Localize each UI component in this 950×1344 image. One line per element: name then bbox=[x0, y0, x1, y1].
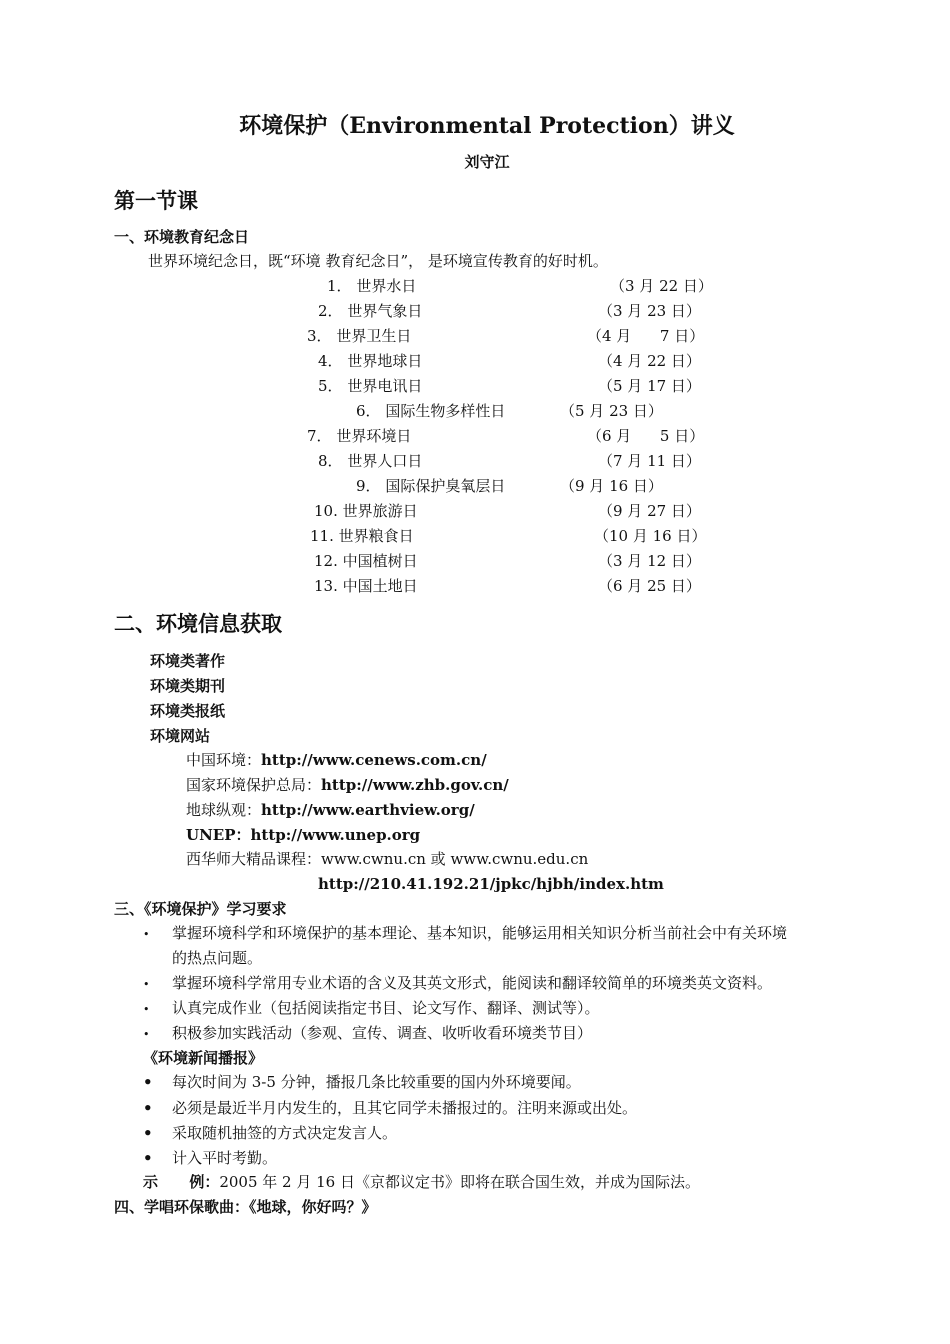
item-number: 3． bbox=[307, 327, 332, 345]
document-title: 环境保护（Environmental Protection）讲义 bbox=[239, 113, 735, 139]
bullet-icon: • bbox=[143, 928, 150, 941]
requirement-text: 认真完成作业（包括阅读指定书目、论文写作、翻译、测试等）。 bbox=[172, 999, 600, 1017]
list-item bbox=[318, 379, 422, 394]
website-entry bbox=[186, 828, 420, 843]
item-number: 10. bbox=[314, 502, 338, 520]
item-date: （5 月 23 日） bbox=[560, 402, 663, 420]
website-entry bbox=[186, 778, 509, 793]
item-number: 12. bbox=[314, 552, 338, 570]
bullet-icon: • bbox=[143, 1149, 153, 1167]
website-entry bbox=[186, 803, 475, 818]
item-number: 1． bbox=[327, 277, 352, 295]
item-date: （10 月 16 日） bbox=[594, 527, 707, 545]
item-date: （9 月 27 日） bbox=[598, 502, 701, 520]
document-author: 刘守江 bbox=[464, 153, 510, 171]
info-category: 环境类报纸 bbox=[150, 702, 226, 720]
requirement-text: 积极参加实践活动（参观、宣传、调查、收听收看环境类节目） bbox=[172, 1024, 593, 1042]
example-line bbox=[143, 1175, 700, 1190]
list-item bbox=[318, 354, 422, 369]
item-number: 6． bbox=[356, 402, 381, 420]
item-date: （6 月 5 日） bbox=[587, 427, 705, 445]
list-item bbox=[314, 554, 418, 569]
website-link[interactable]: http://www.cenews.com.cn/ bbox=[261, 751, 487, 769]
item-name: 世界粮食日 bbox=[338, 527, 414, 545]
item-name: 中国植树日 bbox=[342, 552, 418, 570]
item-date: （9 月 16 日） bbox=[560, 477, 663, 495]
example-label: 示 例： bbox=[143, 1173, 220, 1191]
website-entry bbox=[186, 852, 588, 867]
requirement-text: 掌握环境科学常用专业术语的含义及其英文形式，能阅读和翻译较简单的环境类英文资料。 bbox=[172, 974, 773, 992]
item-name: 世界水日 bbox=[356, 277, 417, 295]
news-rule: 采取随机抽签的方式决定发言人。 bbox=[172, 1124, 398, 1142]
item-number: 13. bbox=[314, 577, 338, 595]
item-name: 世界气象日 bbox=[347, 302, 423, 320]
item-number: 7． bbox=[307, 427, 332, 445]
list-item bbox=[310, 529, 414, 544]
website-link[interactable]: http://210.41.192.21/jpkc/hjbh/index.htm bbox=[318, 875, 664, 893]
website-label: 中国环境： bbox=[186, 751, 262, 769]
item-name: 国际生物多样性日 bbox=[385, 402, 506, 420]
website-entry bbox=[186, 753, 487, 768]
news-rule: 必须是最近半月内发生的，且其它同学未播报过的。注明来源或出处。 bbox=[172, 1099, 638, 1117]
item-name: 世界卫生日 bbox=[336, 327, 412, 345]
list-item bbox=[318, 454, 422, 469]
bullet-icon: • bbox=[143, 1073, 153, 1091]
list-item bbox=[327, 279, 416, 294]
item-date: （3 月 12 日） bbox=[598, 552, 701, 570]
bullet-icon: • bbox=[143, 1028, 150, 1041]
list-item bbox=[318, 304, 422, 319]
item-number: 9． bbox=[356, 477, 381, 495]
bullet-icon: • bbox=[143, 978, 150, 991]
list-item bbox=[307, 429, 411, 444]
info-category: 环境类期刊 bbox=[150, 677, 226, 695]
item-name: 世界地球日 bbox=[347, 352, 423, 370]
website-label: 国家环境保护总局： bbox=[186, 776, 322, 794]
website-label: 地球纵观： bbox=[186, 801, 262, 819]
item-date: （7 月 11 日） bbox=[598, 452, 701, 470]
item-name: 世界人口日 bbox=[347, 452, 423, 470]
list-item bbox=[356, 479, 505, 494]
bullet-icon: • bbox=[143, 1124, 153, 1142]
requirement-text: 的热点问题。 bbox=[172, 949, 263, 967]
item-number: 11. bbox=[310, 527, 334, 545]
website-label: UNEP： bbox=[186, 826, 251, 844]
item-date: （4 月 22 日） bbox=[598, 352, 701, 370]
bullet-icon: • bbox=[143, 1003, 150, 1016]
item-date: （3 月 23 日） bbox=[598, 302, 701, 320]
item-name: 国际保护臭氧层日 bbox=[385, 477, 506, 495]
item-name: 世界环境日 bbox=[336, 427, 412, 445]
info-category: 环境类著作 bbox=[150, 652, 226, 670]
example-text: 2005 年 2 月 16 日《京都议定书》即将在联合国生效，并成为国际法。 bbox=[219, 1173, 700, 1191]
item-date: （5 月 17 日） bbox=[598, 377, 701, 395]
section4-heading: 四、学唱环保歌曲：《地球，你好吗？》 bbox=[114, 1198, 377, 1216]
item-date: （6 月 25 日） bbox=[598, 577, 701, 595]
item-name: 中国土地日 bbox=[342, 577, 418, 595]
section1-heading: 一、环境教育纪念日 bbox=[114, 228, 250, 246]
info-category: 环境网站 bbox=[150, 727, 211, 745]
news-rule: 计入平时考勤。 bbox=[172, 1149, 278, 1167]
lesson-heading: 第一节课 bbox=[114, 188, 198, 213]
website-link[interactable]: http://www.unep.org bbox=[250, 826, 421, 844]
list-item bbox=[356, 404, 505, 419]
news-rule: 每次时间为 3-5 分钟，播报几条比较重要的国内外环境要闻。 bbox=[172, 1073, 581, 1091]
website-link[interactable]: http://www.earthview.org/ bbox=[261, 801, 475, 819]
website-link[interactable]: http://www.zhb.gov.cn/ bbox=[321, 776, 509, 794]
bullet-icon: • bbox=[143, 1099, 153, 1117]
website-label: 西华师大精品课程： bbox=[186, 850, 322, 868]
item-number: 4． bbox=[318, 352, 343, 370]
item-number: 5． bbox=[318, 377, 343, 395]
list-item bbox=[314, 504, 418, 519]
requirement-text: 掌握环境科学和环境保护的基本理论、基本知识，能够运用相关知识分析当前社会中有关环境 bbox=[172, 924, 788, 942]
list-item bbox=[307, 329, 411, 344]
item-date: （3 月 22 日） bbox=[610, 277, 713, 295]
list-item bbox=[314, 579, 418, 594]
item-number: 8． bbox=[318, 452, 343, 470]
news-heading: 《环境新闻播报》 bbox=[143, 1049, 264, 1067]
item-name: 世界电讯日 bbox=[347, 377, 423, 395]
website-link[interactable]: www.cwnu.cn 或 www.cwnu.edu.cn bbox=[321, 850, 589, 868]
item-name: 世界旅游日 bbox=[342, 502, 418, 520]
section3-heading: 三、《环境保护》学习要求 bbox=[114, 900, 287, 918]
section1-intro: 世界环境纪念日，既“环境 教育纪念日”， 是环境宣传教育的好时机。 bbox=[148, 252, 608, 270]
section2-heading: 二、环境信息获取 bbox=[114, 611, 282, 636]
item-date: （4 月 7 日） bbox=[587, 327, 705, 345]
item-number: 2． bbox=[318, 302, 343, 320]
